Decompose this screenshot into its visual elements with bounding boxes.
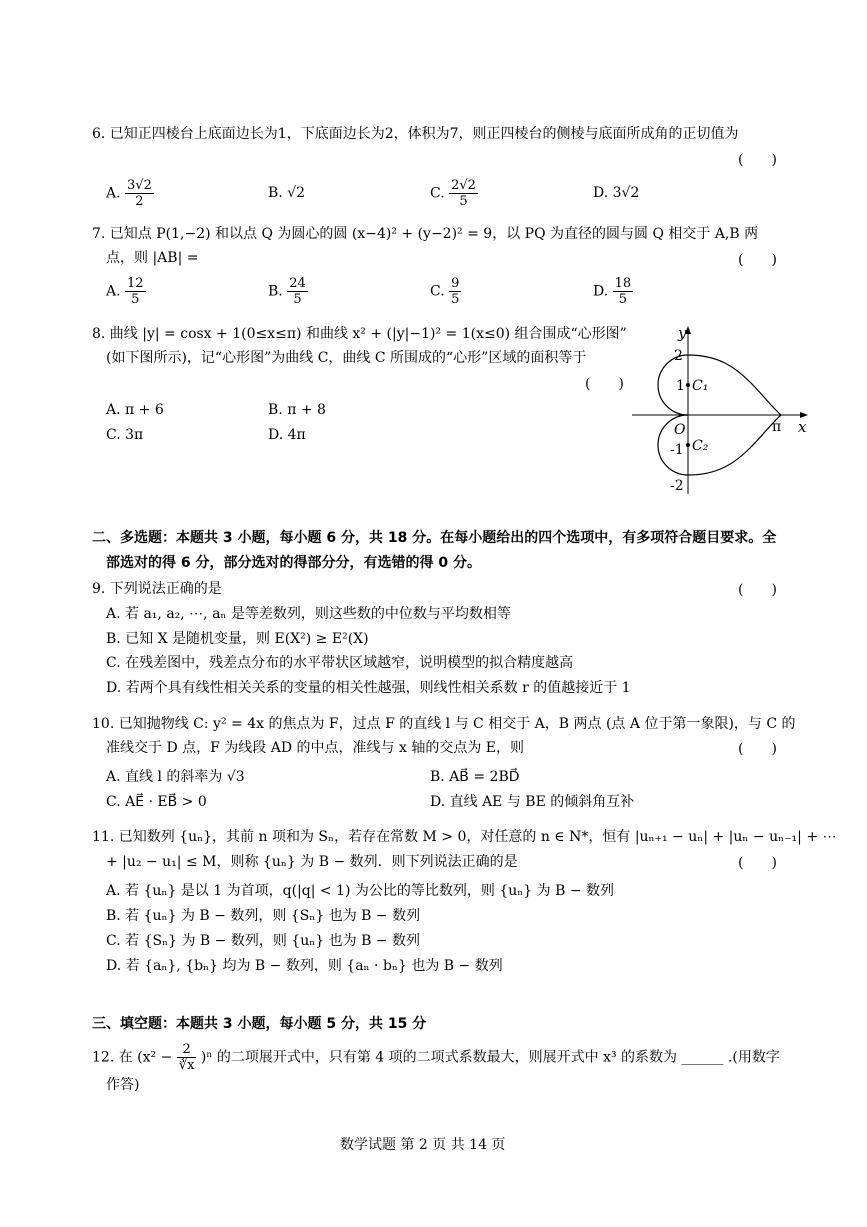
tick-m1-label: -1 bbox=[670, 442, 684, 458]
q7-line1: 7. 已知点 P(1,−2) 和以点 Q 为圆心的圆 (x−4)² + (y−2)² = 9，以 PQ 为直径的圆与圆 Q 相交于 A,B 两 bbox=[92, 226, 759, 242]
q10-line2: 准线交于 D 点，F 为线段 AD 的中点，准线与 x 轴的交点为 E，则 bbox=[106, 740, 524, 756]
option-text: π + 6 bbox=[125, 402, 164, 418]
option-label: A. bbox=[106, 283, 121, 300]
option-label: C. bbox=[106, 427, 121, 443]
q6-stem: 6. 已知正四棱台上底面边长为1，下底面边长为2，体积为7，则正四棱台的侧棱与底面所成角的正切值为 bbox=[92, 126, 739, 142]
center-c2-dot bbox=[686, 443, 690, 447]
option-label: B. bbox=[268, 283, 283, 300]
q11-option-c[interactable]: C. 若 {Sₙ} 为 B − 数列，则 {uₙ} 也为 B − 数列 bbox=[106, 933, 421, 949]
pi-label: π bbox=[772, 419, 782, 435]
option-label: D. bbox=[593, 185, 609, 201]
q11-option-a[interactable]: A. 若 {uₙ} 是以 1 为首项，q(|q| < 1) 为公比的等比数列，则 {uₙ} 为 B − 数列 bbox=[106, 883, 615, 899]
tick-1-label: 1 bbox=[676, 378, 685, 394]
option-label: A. bbox=[106, 402, 121, 418]
option-text: 4π bbox=[287, 427, 306, 443]
fraction: $\frac{3√2}{2}$ bbox=[127, 178, 152, 209]
q11-option-b[interactable]: B. 若 {uₙ} 为 B − 数列，则 {Sₙ} 也为 B − 数列 bbox=[106, 908, 421, 924]
option-label: B. bbox=[268, 402, 283, 418]
y-axis-label: y bbox=[678, 324, 687, 342]
q8-line2: (如下图所示)，记“心形图”为曲线 C，曲线 C 所围成的“心形”区域的面积等于 bbox=[106, 350, 587, 366]
q8-option-b[interactable] bbox=[268, 402, 326, 418]
page-footer: 数学试题 第 2 页 共 14 页 bbox=[340, 1137, 506, 1153]
q12-line2: 作答) bbox=[106, 1077, 140, 1093]
q7-option-a[interactable] bbox=[106, 276, 146, 307]
q12-pre: 12. 在 bbox=[92, 1049, 133, 1066]
q10-option-c[interactable]: C. AE⃗ · EB⃗ > 0 bbox=[106, 794, 207, 810]
q8-option-c[interactable] bbox=[106, 427, 143, 443]
q10-option-d[interactable]: D. 直线 AE 与 BE 的倾斜角互补 bbox=[430, 794, 635, 810]
q12-tail: .(用数字 bbox=[727, 1049, 780, 1066]
q7-option-d[interactable] bbox=[593, 276, 633, 307]
tick-2-label: 2 bbox=[674, 348, 683, 364]
option-label: D. bbox=[268, 427, 284, 443]
q10-option-b[interactable]: B. AB⃗ = 2BD⃗ bbox=[430, 769, 520, 785]
option-label: C. bbox=[430, 283, 445, 300]
fraction: $\frac{18}{5}$ bbox=[614, 276, 632, 307]
section2-header-line1: 二、多选题：本题共 3 小题，每小题 6 分，共 18 分。在每小题给出的四个选项中，有多项符合题目要求。全 bbox=[92, 530, 777, 546]
option-label: B. bbox=[268, 185, 283, 201]
q9-paren: ( ) bbox=[738, 582, 777, 598]
q7-paren: ( ) bbox=[738, 252, 777, 268]
tick-m2-label: -2 bbox=[670, 478, 684, 494]
option-text: 3π bbox=[125, 427, 144, 443]
q12-expr-open: (x² − bbox=[137, 1049, 173, 1066]
fraction: $\frac{9}{5}$ bbox=[451, 276, 460, 307]
option-text: √2 bbox=[287, 185, 306, 201]
q12-post: 的二项展开式中，只有第 4 项的二项式系数最大，则展开式中 x³ 的系数为 bbox=[216, 1049, 678, 1066]
q8-paren: ( ) bbox=[585, 376, 624, 392]
q6-option-c[interactable] bbox=[430, 178, 478, 209]
fraction: $\frac{12}{5}$ bbox=[127, 276, 144, 307]
q11-paren: ( ) bbox=[738, 855, 777, 871]
option-text: 3√2 bbox=[612, 185, 640, 201]
q8-line1: 8. 曲线 |y| = cosx + 1(0≤x≤π) 和曲线 x² + (|y|−1)² = 1(x≤0) 组合围成“心形图” bbox=[92, 326, 627, 342]
q10-line1: 10. 已知抛物线 C: y² = 4x 的焦点为 F，过点 F 的直线 l 与 C 相交于 A，B 两点 (点 A 位于第一象限)，与 C 的 bbox=[92, 716, 796, 732]
q10-option-a[interactable]: A. 直线 l 的斜率为 √3 bbox=[106, 769, 245, 785]
option-label: C. bbox=[430, 185, 445, 202]
q6-option-d[interactable] bbox=[593, 185, 639, 201]
q7-option-b[interactable] bbox=[268, 276, 308, 307]
fraction: $\frac{2√2}{5}$ bbox=[451, 178, 476, 209]
q12-answer-blank[interactable]: ______ bbox=[681, 1049, 724, 1066]
q9-option-c[interactable]: C. 在残差图中，残差点分布的水平带状区域越窄，说明模型的拟合精度越高 bbox=[106, 655, 574, 671]
q12-line1 bbox=[92, 1042, 780, 1073]
c2-label: C₂ bbox=[692, 438, 709, 454]
q11-line1: 11. 已知数列 {uₙ}，其前 n 项和为 Sₙ，若存在常数 M > 0，对任意的 n ∈ N*，恒有 |uₙ₊₁ − uₙ| + |uₙ − uₙ₋₁| + ⋯ bbox=[92, 829, 837, 845]
section2-header-line2: 部选对的得 6 分，部分选对的得部分分，有选错的得 0 分。 bbox=[106, 555, 481, 571]
origin-label: O bbox=[674, 422, 686, 438]
q8-option-a[interactable] bbox=[106, 402, 164, 418]
q9-stem: 9. 下列说法正确的是 bbox=[92, 581, 222, 597]
q7-line2: 点，则 |AB| = bbox=[106, 250, 199, 266]
q7-option-c[interactable] bbox=[430, 276, 461, 307]
option-label: D. bbox=[593, 283, 609, 300]
option-label: A. bbox=[106, 185, 121, 202]
q8-option-d[interactable] bbox=[268, 427, 306, 443]
x-axis-label: x bbox=[798, 418, 807, 436]
center-c1-dot bbox=[686, 383, 690, 387]
section3-header: 三、填空题：本题共 3 小题，每小题 5 分，共 15 分 bbox=[92, 1016, 427, 1032]
q12-expr-close: )ⁿ bbox=[200, 1049, 213, 1066]
q11-option-d[interactable]: D. 若 {aₙ}, {bₙ} 均为 B − 数列，则 {aₙ · bₙ} 也为 B − 数列 bbox=[106, 958, 503, 974]
q6-option-b[interactable] bbox=[268, 185, 305, 201]
q10-paren: ( ) bbox=[738, 741, 777, 757]
q6-paren: ( ) bbox=[738, 152, 777, 168]
option-text: π + 8 bbox=[287, 402, 326, 418]
q12-fraction: $\frac{2}{∛x}$ bbox=[178, 1042, 195, 1073]
fraction: $\frac{24}{5}$ bbox=[289, 276, 306, 307]
q9-option-b[interactable]: B. 已知 X 是随机变量，则 E(X²) ≥ E²(X) bbox=[106, 631, 369, 647]
q9-option-a[interactable]: A. 若 a₁, a₂, ⋯, aₙ 是等差数列，则这些数的中位数与平均数相等 bbox=[106, 606, 511, 622]
c1-label: C₁ bbox=[692, 378, 709, 394]
q9-option-d[interactable]: D. 若两个具有线性相关关系的变量的相关性越强，则线性相关系数 r 的值越接近于 1 bbox=[106, 680, 631, 696]
q6-option-a[interactable] bbox=[106, 178, 154, 209]
heart-figure bbox=[630, 322, 820, 500]
q11-line2: + |u₂ − u₁| ≤ M，则称 {uₙ} 为 B − 数列．则下列说法正确的是 bbox=[106, 854, 518, 870]
